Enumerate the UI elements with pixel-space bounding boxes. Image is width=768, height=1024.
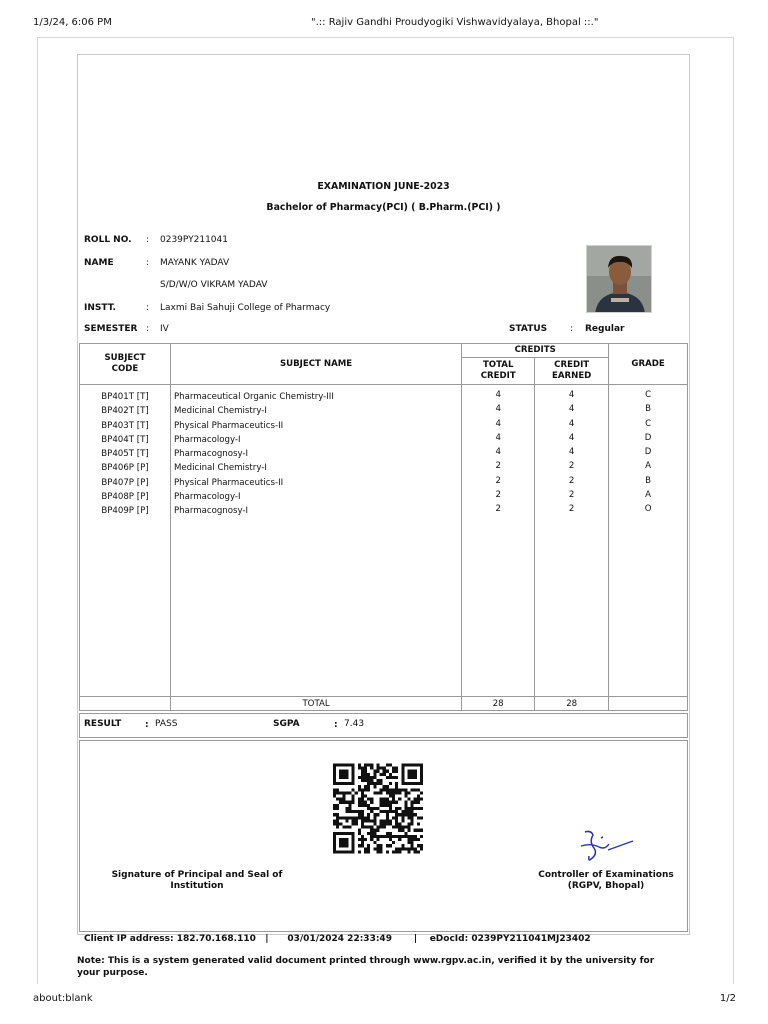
student-name: MAYANK YADAV (160, 258, 230, 268)
program-title: Bachelor of Pharmacy(PCI) ( B.Pharm.(PCI) ) (266, 202, 501, 213)
list-item: Pharmacology-I (173, 434, 241, 445)
list-item: A (645, 490, 652, 501)
status-colon: : (570, 324, 574, 334)
name-label: NAME (84, 258, 114, 268)
semester-colon: : (146, 324, 150, 334)
total-label: TOTAL (170, 697, 461, 711)
roll-number: 0239PY211041 (160, 235, 228, 245)
list-item: Pharmacognosy-I (173, 506, 249, 517)
total-grade-empty (609, 697, 688, 711)
list-item: 4 (495, 418, 501, 429)
list-item: 4 (495, 447, 501, 458)
list-item: BP408P [P] (101, 492, 149, 503)
list-item: C (645, 390, 652, 400)
list-item: 2 (495, 461, 501, 472)
list-item: BP403T [T] (101, 420, 149, 431)
roll-label: ROLL NO. (84, 235, 132, 245)
list-item: BP404T [T] (101, 434, 149, 445)
exam-title: EXAMINATION JUNE-2023 (317, 181, 450, 192)
print-url: about:blank (33, 993, 93, 1004)
list-item: 2 (495, 490, 501, 501)
header-subject-code: SUBJECT CODE (80, 344, 171, 385)
header-grade: GRADE (609, 344, 688, 385)
list-item: BP409P [P] (101, 506, 149, 517)
list-item: C (645, 418, 652, 429)
header-credit-earned: CREDIT EARNED (535, 358, 609, 385)
header-total-credit: TOTAL CREDIT (462, 358, 535, 385)
list-item: 4 (568, 447, 575, 458)
list-item: 4 (495, 390, 501, 400)
list-item: B (645, 404, 652, 415)
list-item: Medicinal Chemistry-I (173, 463, 267, 474)
list-item: D (644, 447, 652, 458)
list-item: BP406P [P] (101, 463, 149, 474)
list-item: 4 (495, 404, 501, 415)
list-item: Physical Pharmaceutics-II (173, 420, 284, 431)
total-credit-column (462, 385, 535, 697)
total-row-empty (80, 697, 171, 711)
qr-code (333, 763, 423, 854)
controller-signature (575, 826, 637, 864)
list-item: 2 (495, 504, 501, 515)
subject-code-column (80, 385, 171, 697)
result-colon: : (145, 720, 149, 730)
credit-earned-column (535, 385, 609, 697)
institute-label: INSTT. (84, 303, 116, 313)
institute-name: Laxmi Bai Sahuji College of Pharmacy (160, 303, 331, 313)
sgpa-value: 7.43 (344, 719, 365, 729)
roll-colon: : (146, 235, 150, 245)
subject-name-column (170, 385, 461, 697)
list-item: BP401T [T] (101, 392, 149, 402)
print-datetime: 1/3/24, 6:06 PM (33, 17, 112, 28)
list-item: 4 (568, 432, 575, 443)
list-item: BP407P [P] (101, 477, 149, 488)
list-item: 2 (495, 475, 501, 486)
list-item: BP402T [T] (101, 406, 149, 417)
student-photo (586, 245, 652, 313)
controller-org: (RGPV, Bhopal) (567, 881, 645, 891)
parent-name: S/D/W/O VIKRAM YADAV (160, 280, 268, 290)
list-item: Pharmacognosy-I (173, 449, 249, 460)
result-label: RESULT (84, 719, 122, 729)
total-earned-sum: 28 (535, 697, 609, 711)
client-ip-line: Client IP address: 182.70.168.110 | 03/01/2024 22:33:49 | eDocId: 0239PY211041MJ23402 (84, 934, 591, 944)
list-item: 4 (568, 390, 575, 400)
list-item: Physical Pharmaceutics-II (173, 477, 284, 488)
list-item: D (644, 432, 652, 443)
semester-label: SEMESTER (84, 324, 138, 334)
list-item: 2 (568, 490, 575, 501)
list-item: 4 (495, 432, 501, 443)
list-item: B (645, 475, 652, 486)
name-colon: : (146, 258, 150, 268)
list-item: 2 (568, 475, 575, 486)
system-note: Note: This is a system generated valid document printed through www.rgpv.ac.in, verified it by the university for your purpose. (77, 956, 655, 978)
status-label: STATUS (509, 324, 548, 334)
list-item: 4 (568, 418, 575, 429)
list-item: 2 (568, 504, 575, 515)
list-item: Pharmaceutical Organic Chemistry-III (173, 392, 334, 402)
grade-column (609, 385, 688, 697)
controller-title: Controller of Examinations (538, 870, 674, 880)
sgpa-label: SGPA (273, 719, 300, 729)
institute-colon: : (146, 303, 150, 313)
controller-label (532, 870, 680, 892)
list-item: 4 (568, 404, 575, 415)
result-value: PASS (155, 719, 178, 729)
print-page-title: ".:: Rajiv Gandhi Proudyogiki Vishwavidyalaya, Bhopal ::." (311, 17, 599, 28)
list-item: BP405T [T] (101, 449, 149, 460)
semester-value: IV (160, 324, 169, 334)
header-subject-name: SUBJECT NAME (170, 344, 461, 385)
status-value: Regular (585, 324, 625, 334)
total-credit-sum: 28 (462, 697, 535, 711)
list-item: A (645, 461, 652, 472)
header-credits: CREDITS (462, 344, 609, 358)
list-item: Medicinal Chemistry-I (173, 406, 267, 417)
list-item: 2 (568, 461, 575, 472)
marks-table (79, 343, 688, 711)
principal-signature-label: Signature of Principal and Seal of Institution (111, 870, 283, 891)
list-item: O (644, 504, 652, 515)
sgpa-colon: : (334, 720, 338, 730)
print-page-number: 1/2 (719, 993, 736, 1004)
list-item: Pharmacology-I (173, 492, 241, 503)
